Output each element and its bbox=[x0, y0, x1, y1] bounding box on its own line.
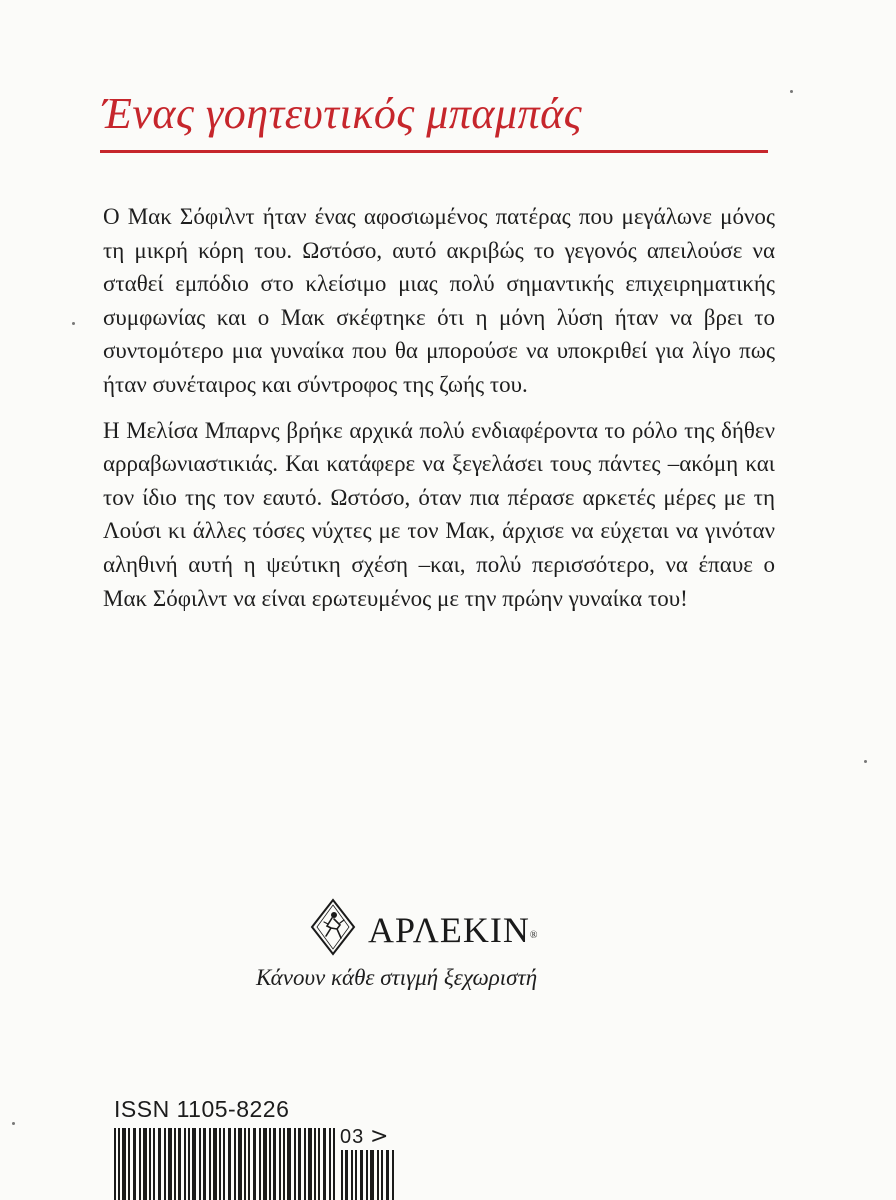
registered-mark: ® bbox=[529, 930, 539, 941]
barcode-addon-digits: 03 bbox=[340, 1126, 365, 1148]
paper-speck bbox=[864, 760, 867, 763]
paper-speck bbox=[72, 322, 75, 325]
blurb bbox=[103, 200, 775, 615]
book-title: Ένας γοητευτικός μπαμπάς bbox=[102, 89, 583, 138]
issn-number: ISSN 1105-8226 bbox=[114, 1096, 290, 1122]
blurb-paragraph-1: Ο Μακ Σόφιλντ ήταν ένας αφοσιωμένος πατέρας που μεγάλωνε μόνος τη μικρή κόρη του. Ωστόσο, αυτό ακριβώς το γεγονός απειλούσε να σταθεί εμπόδιο στο κλείσιμο μιας πολύ σημαντικής επιχειρηματικής συμφωνίας και ο Μακ σκέφτηκε ότι η μόνη λύση ήταν να βρει το συντομότερο μια γυναίκα που θα μπορούσε να υποκριθεί για λίγο πως ήταν συνέταιρος και σύντροφος της ζωής του. bbox=[103, 204, 775, 397]
barcode-addon-bars bbox=[340, 1150, 400, 1200]
paper-speck bbox=[790, 90, 793, 93]
publisher-tagline: Κάνουν κάθε στιγμή ξεχωριστή bbox=[256, 965, 538, 990]
harlequin-diamond-logo-icon bbox=[310, 898, 356, 956]
barcode-addon-mark: > bbox=[370, 1124, 389, 1149]
barcode-icon bbox=[112, 1128, 336, 1200]
publisher-brand bbox=[300, 898, 620, 968]
paper-speck bbox=[12, 1122, 15, 1125]
publisher-name bbox=[368, 910, 538, 950]
publisher-name-text: ΑΡΛΕΚΙΝ bbox=[368, 910, 530, 950]
title-underline bbox=[100, 150, 768, 153]
blurb-paragraph-2: Η Μελίσα Μπαρνς βρήκε αρχικά πολύ ενδιαφέροντα το ρόλο της δήθεν αρραβωνιαστικιάς. Και κατάφερε να ξεγελάσει τους πάντες –ακόμη και τον ίδιο της τον εαυτό. Ωστόσο, όταν πια πέρασε αρκετές μέρες με τη Λούσι κι άλλες τόσες νύχτες με τον Μακ, άρχισε να εύχεται να γινόταν αληθινή αυτή η ψεύτικη σχέση –και, πολύ περισσότερο, να έπαυε ο Μακ Σόφιλντ να είναι ερωτευμένος με την πρώην γυναίκα του! bbox=[103, 417, 775, 611]
